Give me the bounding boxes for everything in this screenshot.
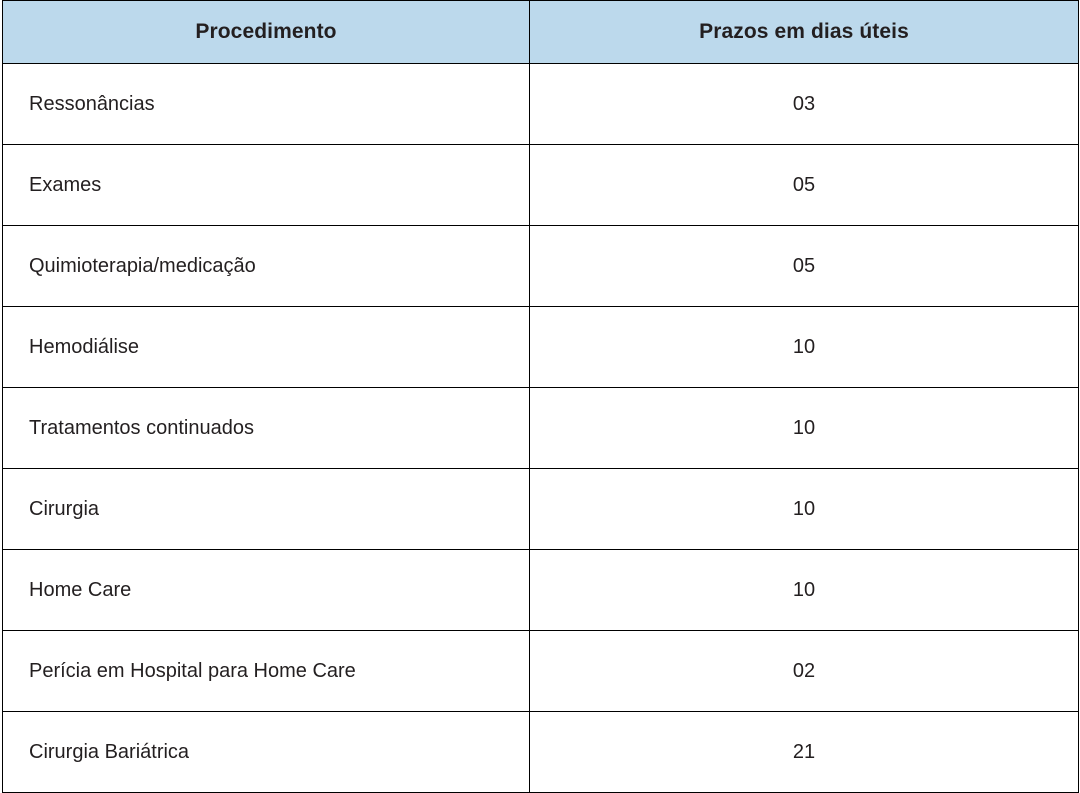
cell-deadline: 10 <box>530 469 1079 550</box>
cell-procedure: Cirurgia Bariátrica <box>3 712 530 793</box>
cell-procedure: Ressonâncias <box>3 64 530 145</box>
cell-deadline: 21 <box>530 712 1079 793</box>
table-header <box>3 1 1079 64</box>
table-row <box>3 145 1079 226</box>
table-row <box>3 226 1079 307</box>
cell-procedure: Tratamentos continuados <box>3 388 530 469</box>
cell-procedure: Quimioterapia/medicação <box>3 226 530 307</box>
cell-deadline: 10 <box>530 307 1079 388</box>
cell-deadline: 10 <box>530 388 1079 469</box>
cell-deadline: 03 <box>530 64 1079 145</box>
table-row <box>3 388 1079 469</box>
table-row <box>3 631 1079 712</box>
cell-procedure: Cirurgia <box>3 469 530 550</box>
cell-procedure: Home Care <box>3 550 530 631</box>
table-row <box>3 64 1079 145</box>
cell-deadline: 02 <box>530 631 1079 712</box>
column-header-procedure: Procedimento <box>3 1 530 64</box>
procedures-deadlines-table <box>2 0 1079 793</box>
table-body <box>3 64 1079 793</box>
table-row <box>3 712 1079 793</box>
column-header-deadline: Prazos em dias úteis <box>530 1 1079 64</box>
cell-procedure: Exames <box>3 145 530 226</box>
cell-procedure: Hemodiálise <box>3 307 530 388</box>
table-row <box>3 469 1079 550</box>
cell-deadline: 05 <box>530 145 1079 226</box>
table-header-row <box>3 1 1079 64</box>
table-row <box>3 307 1079 388</box>
cell-deadline: 10 <box>530 550 1079 631</box>
cell-deadline: 05 <box>530 226 1079 307</box>
table-row <box>3 550 1079 631</box>
cell-procedure: Perícia em Hospital para Home Care <box>3 631 530 712</box>
